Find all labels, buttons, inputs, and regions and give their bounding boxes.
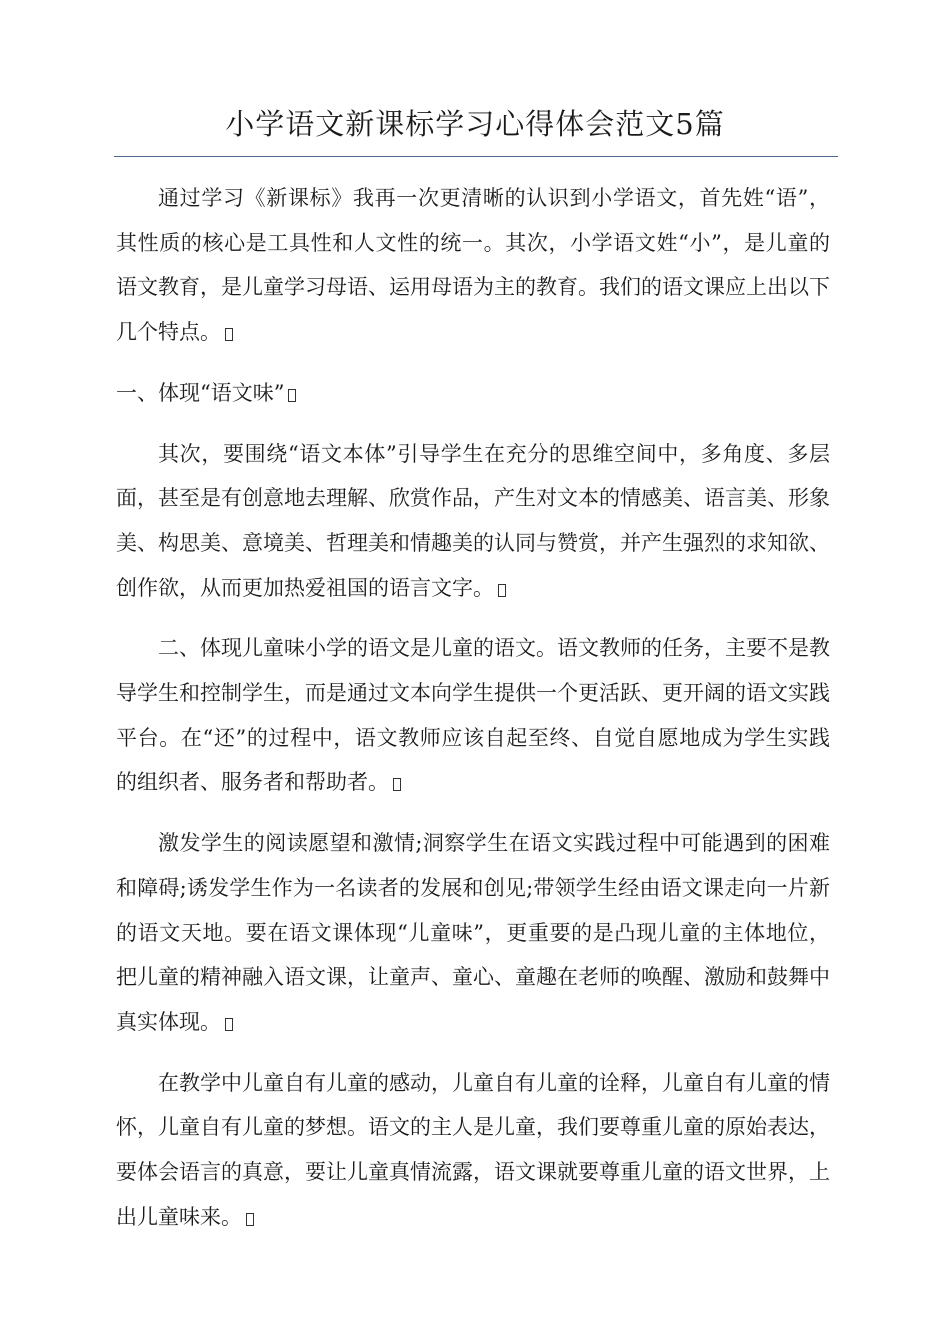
title-underline xyxy=(114,156,838,157)
heading-text: 一、体现“语文味” xyxy=(116,380,285,405)
paragraph-mark-icon xyxy=(246,1213,254,1226)
section-heading-1 xyxy=(116,371,830,416)
paragraph-mark-icon xyxy=(393,778,401,791)
paragraph-mark-icon xyxy=(225,328,233,341)
paragraph-body xyxy=(116,432,830,611)
paragraph-body xyxy=(116,1061,830,1240)
paragraph-body xyxy=(116,626,830,805)
paragraph-body xyxy=(116,821,830,1045)
paragraph-text: 通过学习《新课标》我再一次更清晰的认识到小学语文，首先姓“语”，其性质的核心是工具性和人文性的统一。其次，小学语文姓“小”，是儿童的语文教育，是儿童学习母语、运用母语为主的教育。我们的语文课应上出以下几个特点。 xyxy=(116,186,830,345)
paragraph-intro xyxy=(116,176,830,355)
paragraph-text: 在教学中儿童自有儿童的感动，儿童自有儿童的诠释，儿童自有儿童的情怀，儿童自有儿童的梦想。语文的主人是儿童，我们要尊重儿童的原始表达，要体会语言的真意，要让儿童真情流露，语文课就要尊重儿童的语文世界，上出儿童味来。 xyxy=(116,1070,830,1229)
paragraph-text: 其次，要围绕“语文本体”引导学生在充分的思维空间中，多角度、多层面，甚至是有创意地去理解、欣赏作品，产生对文本的情感美、语言美、形象美、构思美、意境美、哲理美和情趣美的认同与赞赏，并产生强烈的求知欲、创作欲，从而更加热爱祖国的语言文字。 xyxy=(116,441,830,600)
document-body xyxy=(116,176,830,1255)
paragraph-mark-icon xyxy=(288,389,296,402)
paragraph-mark-icon xyxy=(225,1018,233,1031)
paragraph-text: 二、体现儿童味小学的语文是儿童的语文。语文教师的任务，主要不是教导学生和控制学生，而是通过文本向学生提供一个更活跃、更开阔的语文实践平台。在“还”的过程中，语文教师应该自起至终、自觉自愿地成为学生实践的组织者、服务者和帮助者。 xyxy=(116,636,830,795)
document-title: 小学语文新课标学习心得体会范文5篇 xyxy=(225,107,725,141)
paragraph-mark-icon xyxy=(498,584,506,597)
paragraph-text: 激发学生的阅读愿望和激情;洞察学生在语文实践过程中可能遇到的困难和障碍;诱发学生作为一名读者的发展和创见;带领学生经由语文课走向一片新的语文天地。要在语文课体现“儿童味”，更重要的是凸现儿童的主体地位，把儿童的精神融入语文课，让童声、童心、童趣在老师的唤醒、激励和鼓舞中真实体现。 xyxy=(116,831,830,1034)
